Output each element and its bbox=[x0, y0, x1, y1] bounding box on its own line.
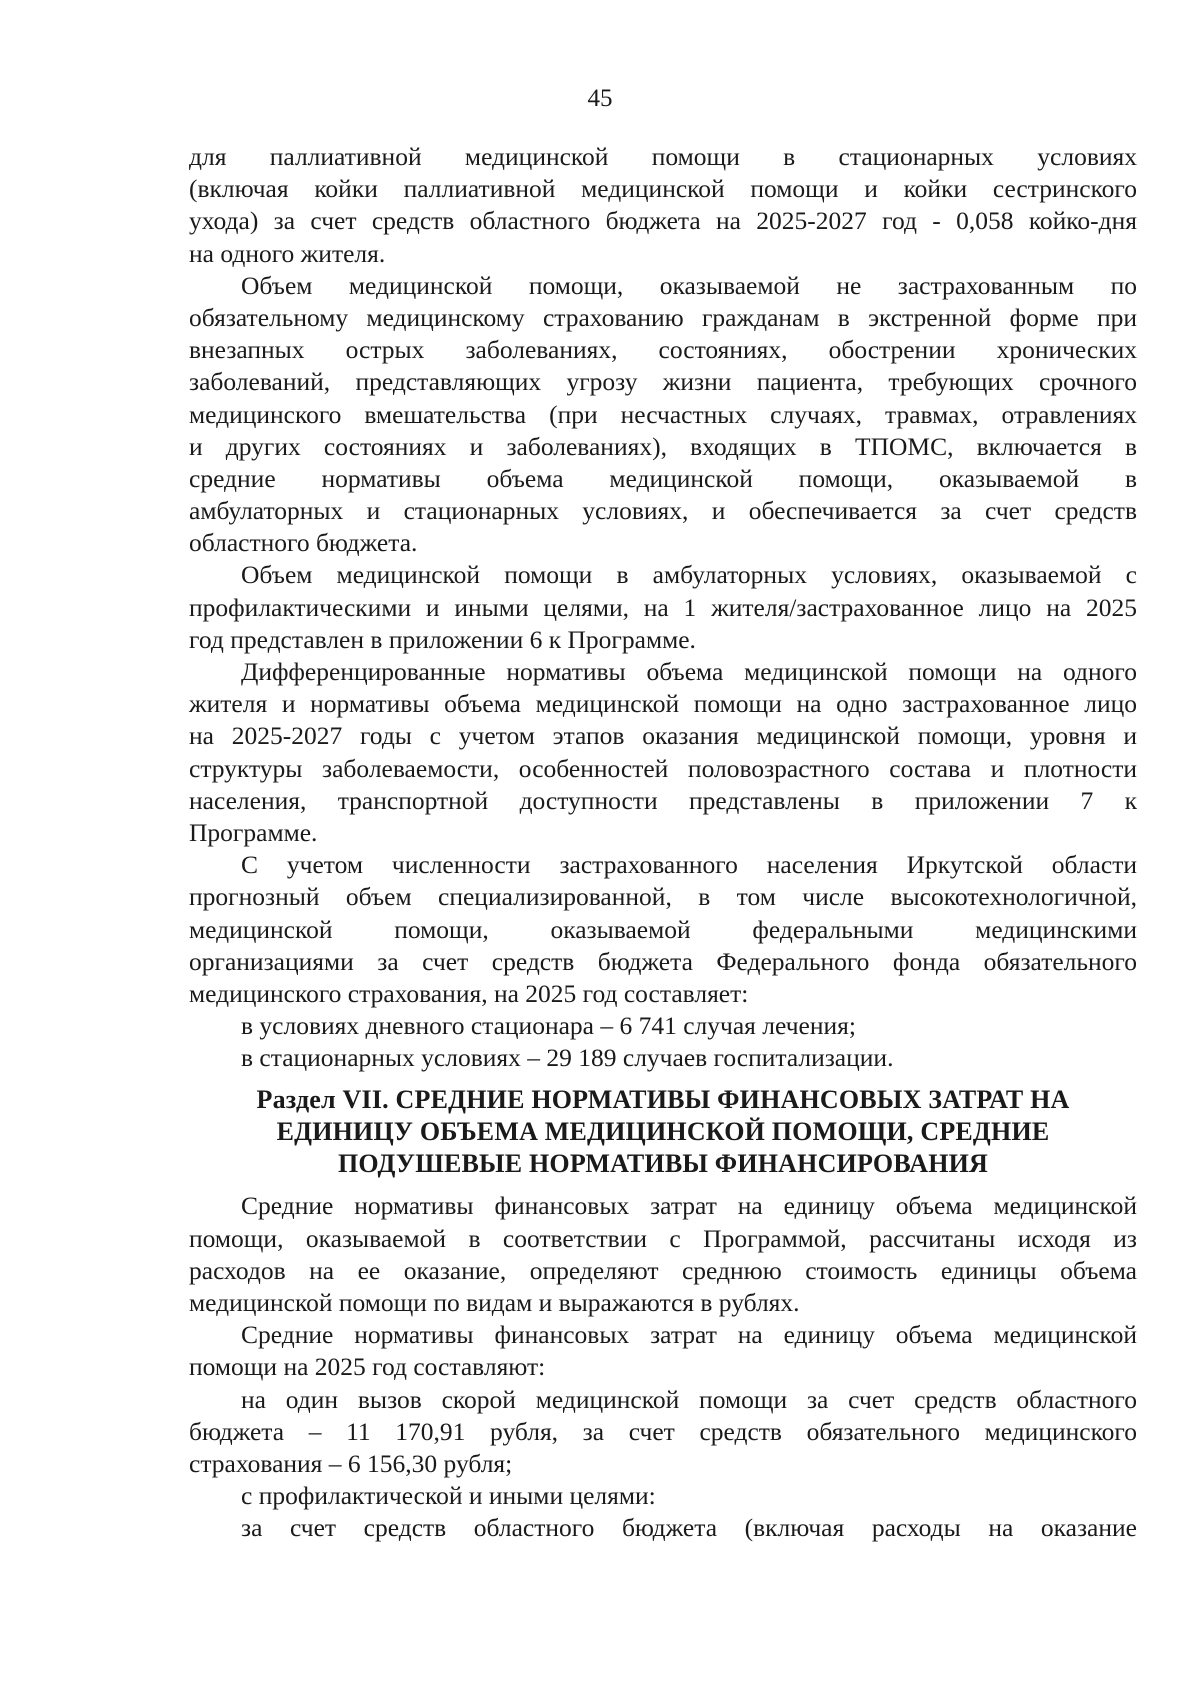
text-line: медицинской помощи, оказываемой федеральными медицинскими bbox=[189, 914, 1137, 944]
text-line: расходов на ее оказание, определяют среднюю стоимость единицы объема bbox=[189, 1255, 1137, 1285]
text-line: средние нормативы объема медицинской помощи, оказываемой в bbox=[189, 463, 1137, 493]
text-line: С учетом численности застрахованного населения Иркутской области bbox=[241, 850, 1137, 880]
text-line: профилактическими и иными целями, на 1 жителя/застрахованное лицо на 2025 bbox=[189, 592, 1137, 622]
paragraph-palliative-continuation bbox=[189, 141, 1137, 270]
text-line: для паллиативной медицинской помощи в стационарных условиях bbox=[189, 142, 1137, 171]
text-line: организациями за счет средств бюджета Федерального фонда обязательного bbox=[189, 946, 1137, 976]
text-line: Средние нормативы финансовых затрат на единицу объема медицинской bbox=[241, 1191, 1137, 1221]
text-line: Программе. bbox=[189, 817, 318, 847]
section-heading bbox=[189, 1084, 1137, 1180]
text-line: помощи на 2025 год составляют: bbox=[189, 1352, 546, 1382]
text-line: в условиях дневного стационара – 6 741 случая лечения; bbox=[241, 1011, 856, 1041]
text-line: населения, транспортной доступности представлены в приложении 7 к bbox=[189, 785, 1137, 815]
text-line: прогнозный объем специализированной, в том числе высокотехнологичной, bbox=[189, 882, 1137, 912]
paragraph-outpatient-volume bbox=[189, 559, 1137, 656]
text-line: медицинского страхования, на 2025 год составляет: bbox=[189, 978, 749, 1008]
paragraph-inpatient bbox=[189, 1042, 1137, 1074]
text-line: структуры заболеваемости, особенностей половозрастного состава и плотности bbox=[189, 753, 1137, 783]
paragraph-differentiated-norms bbox=[189, 656, 1137, 849]
text-line: год представлен в приложении 6 к Программе. bbox=[189, 624, 696, 654]
text-line: Средние нормативы финансовых затрат на единицу объема медицинской bbox=[241, 1320, 1137, 1350]
text-line: (включая койки паллиативной медицинской помощи и койки сестринского bbox=[189, 174, 1137, 204]
text-line: на 2025-2027 годы с учетом этапов оказания медицинской помощи, уровня и bbox=[189, 721, 1137, 751]
text-line: ухода) за счет средств областного бюджета на 2025-2027 год - 0,058 койко-дня bbox=[189, 206, 1137, 236]
paragraph-regional-budget bbox=[189, 1512, 1137, 1544]
text-line: медицинской помощи по видам и выражаются в рублях. bbox=[189, 1288, 800, 1317]
paragraph-federal-forecast bbox=[189, 849, 1137, 1010]
text-line: на одного жителя. bbox=[189, 238, 386, 268]
paragraph-day-hospital bbox=[189, 1010, 1137, 1042]
text-line: страхования – 6 156,30 рубля; bbox=[189, 1448, 513, 1478]
text-line: амбулаторных и стационарных условиях, и обеспечивается за счет средств bbox=[189, 496, 1137, 526]
text-line: на один вызов скорой медицинской помощи за счет средств областного bbox=[241, 1384, 1137, 1414]
text-line: в стационарных условиях – 29 189 случаев госпитализации. bbox=[241, 1043, 894, 1073]
text-line: и других состояниях и заболеваниях), входящих в ТПОМС, включается в bbox=[189, 431, 1137, 461]
heading-line: ПОДУШЕВЫЕ НОРМАТИВЫ ФИНАНСИРОВАНИЯ bbox=[337, 1149, 989, 1179]
paragraph-preventive bbox=[189, 1480, 1137, 1512]
text-line: заболеваний, представляющих угрозу жизни пациента, требующих срочного bbox=[189, 367, 1137, 397]
text-line: Дифференцированные нормативы объема медицинской помощи на одного bbox=[241, 657, 1137, 686]
page-number: 45 bbox=[587, 85, 613, 112]
text-line: бюджета – 11 170,91 рубля, за счет средств обязательного медицинского bbox=[189, 1416, 1137, 1446]
paragraph-financial-norms-intro bbox=[189, 1190, 1137, 1319]
heading-line: ЕДИНИЦУ ОБЪЕМА МЕДИЦИНСКОЙ ПОМОЩИ, СРЕДНИЕ bbox=[276, 1117, 1050, 1147]
text-line: обязательному медицинскому страхованию гражданам в экстренной форме при bbox=[189, 302, 1137, 332]
text-line: Объем медицинской помощи, оказываемой не застрахованным по bbox=[241, 270, 1137, 300]
text-line: помощи, оказываемой в соответствии с Программой, рассчитаны исходя из bbox=[189, 1223, 1137, 1253]
text-line: внезапных острых заболеваниях, состояниях, обострении хронических bbox=[189, 335, 1137, 365]
text-line: областного бюджета. bbox=[189, 528, 418, 558]
text-line: за счет средств областного бюджета (включая расходы на оказание bbox=[241, 1513, 1137, 1543]
paragraph-2025-norms bbox=[189, 1319, 1137, 1383]
heading-line: Раздел VII. СРЕДНИЕ НОРМАТИВЫ ФИНАНСОВЫХ ЗАТРАТ НА bbox=[256, 1085, 1070, 1115]
paragraph-ambulance-call bbox=[189, 1384, 1137, 1481]
text-line: Объем медицинской помощи в амбулаторных условиях, оказываемой с bbox=[241, 560, 1137, 590]
text-line: жителя и нормативы объема медицинской помощи на одно застрахованное лицо bbox=[189, 689, 1137, 719]
page-body bbox=[189, 141, 1137, 1545]
text-line: с профилактической и иными целями: bbox=[241, 1481, 656, 1511]
text-line: медицинского вмешательства (при несчастных случаях, травмах, отравлениях bbox=[189, 399, 1137, 429]
paragraph-uninsured-emergency bbox=[189, 270, 1137, 560]
